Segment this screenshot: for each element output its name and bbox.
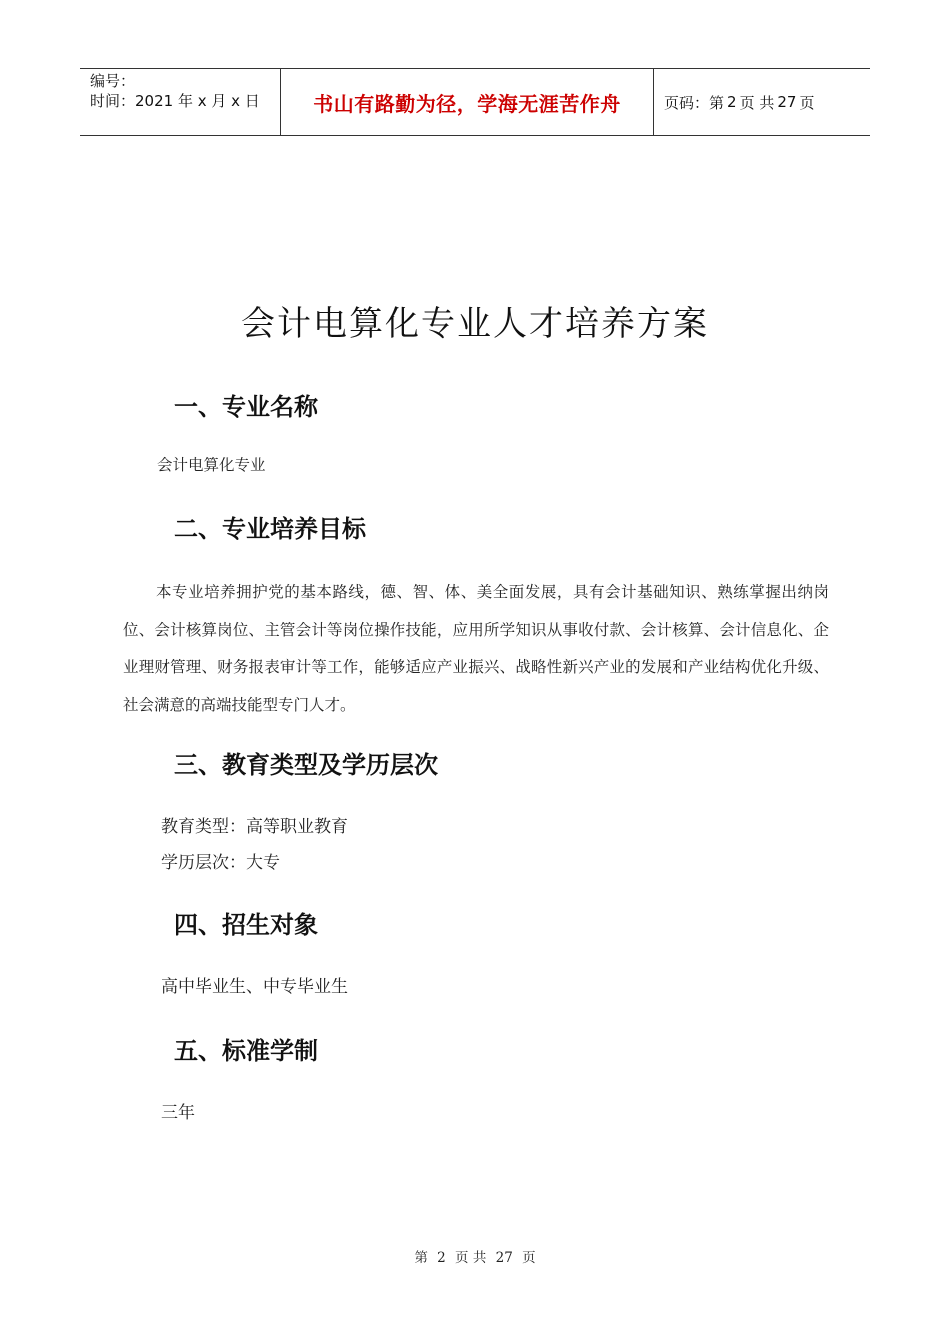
page-suffix: 页 bbox=[799, 93, 815, 112]
section-content-duration: 三年 bbox=[161, 1103, 195, 1123]
education-level-line: 学历层次：大专 bbox=[161, 853, 280, 873]
time-label: 时间：2021 年 x 月 x 日 bbox=[90, 92, 260, 110]
page-prefix: 页码：第 bbox=[664, 93, 725, 112]
page-mid: 页 共 bbox=[739, 93, 775, 112]
header-meta-cell bbox=[80, 69, 281, 135]
page-footer bbox=[0, 1246, 950, 1266]
section-heading-major-name: 一、专业名称 bbox=[174, 393, 318, 421]
header-page-cell bbox=[654, 69, 870, 135]
motto-text: 书山有路勤为径，学海无涯苦作舟 bbox=[313, 91, 621, 116]
section-heading-enrollment: 四、招生对象 bbox=[174, 911, 318, 939]
footer-suffix: 页 bbox=[522, 1250, 536, 1266]
footer-current: 2 bbox=[437, 1250, 446, 1266]
footer-total: 27 bbox=[495, 1250, 513, 1266]
section-heading-training-goal: 二、专业培养目标 bbox=[174, 515, 366, 543]
footer-mid: 页 共 bbox=[455, 1250, 487, 1266]
section-heading-duration: 五、标准学制 bbox=[174, 1037, 318, 1065]
section-content-major-name: 会计电算化专业 bbox=[157, 456, 266, 474]
header-motto-cell bbox=[281, 69, 654, 135]
section-content-training-goal: 本专业培养拥护党的基本路线，德、智、体、美全面发展，具有会计基础知识、熟练掌握出纳岗位、会计核算岗位、主管会计等岗位操作技能，应用所学知识从事收付款、会计核算、会计信息化、企业理财管理、财务报表审计等工作，能够适应产业振兴、战略性新兴产业的发展和产业结构优化升级、社会满意的高端技能型专门人才。 bbox=[123, 583, 829, 714]
document-title: 会计电算化专业人才培养方案 bbox=[241, 304, 709, 344]
page-total: 27 bbox=[777, 93, 797, 111]
section-heading-education-type: 三、教育类型及学历层次 bbox=[174, 751, 438, 779]
section-content-enrollment: 高中毕业生、中专毕业生 bbox=[161, 977, 348, 997]
education-type-line: 教育类型：高等职业教育 bbox=[161, 817, 348, 837]
number-label: 编号： bbox=[90, 72, 136, 90]
footer-prefix: 第 bbox=[414, 1250, 428, 1266]
document-header bbox=[80, 68, 870, 136]
page-current: 2 bbox=[727, 93, 737, 111]
